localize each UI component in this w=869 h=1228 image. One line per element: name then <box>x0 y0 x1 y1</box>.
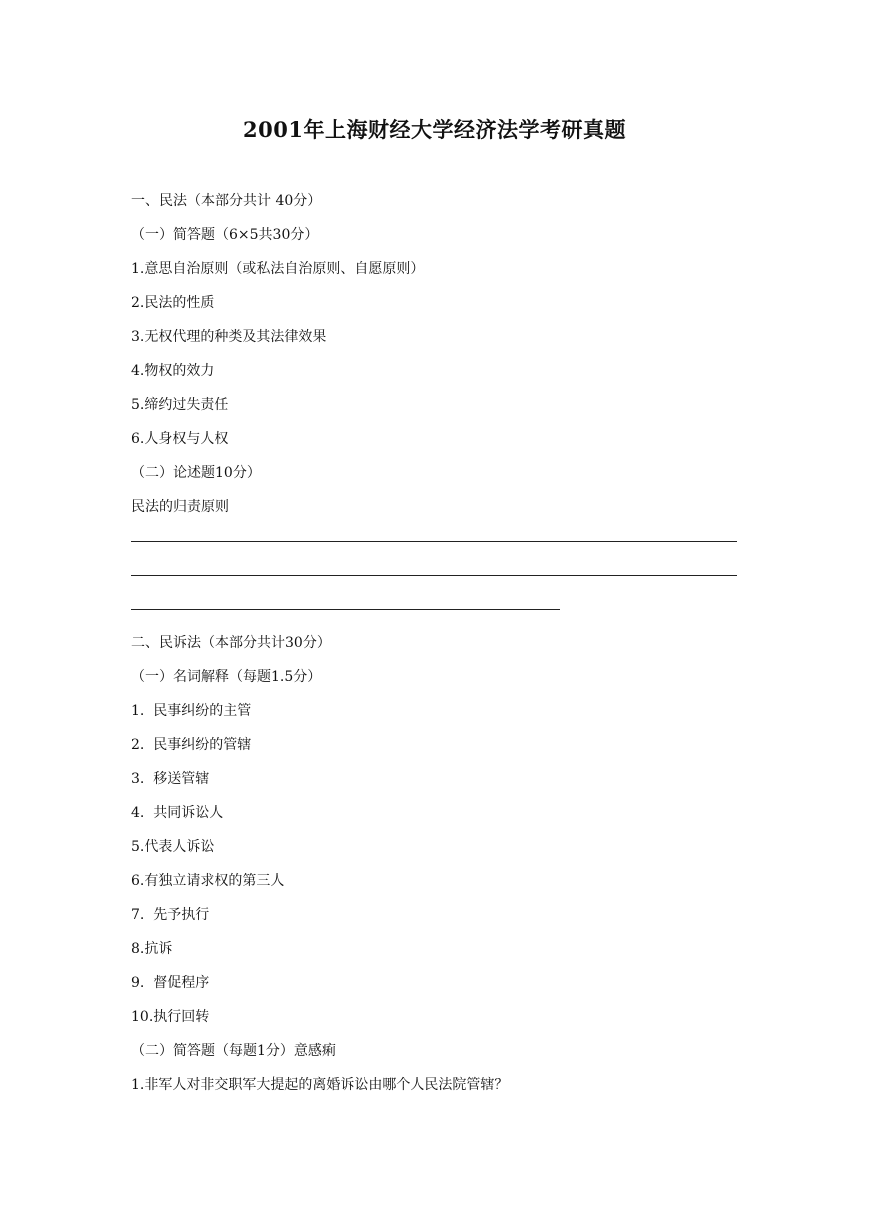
answer-line-rule <box>131 575 737 576</box>
list-item: 3. 移送管辖 <box>131 771 210 787</box>
answer-line-rule <box>131 541 737 542</box>
list-item: 10.执行回转 <box>131 1009 210 1025</box>
list-item: 1. 民事纠纷的主管 <box>131 703 252 719</box>
answer-line <box>131 531 741 565</box>
list-item: 3.无权代理的种类及其法律效果 <box>131 329 327 345</box>
section1-part2-heading: （二）论述题10分） <box>131 465 261 481</box>
section2-part1-heading: （一）名词解释（每题1.5分） <box>131 669 322 685</box>
answer-line <box>131 599 741 633</box>
list-item: 6.人身权与人权 <box>131 431 229 447</box>
list-item: 4.物权的效力 <box>131 363 215 379</box>
list-item: 5.缔约过失责任 <box>131 397 229 413</box>
section2-heading: 二、民诉法（本部分共计30分） <box>131 635 331 651</box>
section2-part2-heading: （二）简答题（每题1分）意感痢 <box>131 1043 336 1059</box>
list-item: 4. 共同诉讼人 <box>131 805 224 821</box>
document-title: 2001年上海财经大学经济法学考研真题 <box>243 117 626 142</box>
list-item: 1.意思自治原则（或私法自治原则、自愿原则） <box>131 261 425 277</box>
answer-line-rule <box>131 609 560 610</box>
list-item: 6.有独立请求权的第三人 <box>131 873 285 889</box>
list-item: 5.代表人诉讼 <box>131 839 215 855</box>
document-body <box>131 191 741 1109</box>
section1-part1-heading: （一）简答题（6×5共30分） <box>131 227 319 243</box>
section1-heading: 一、民法（本部分共计 40分） <box>131 193 322 209</box>
list-item: 2.民法的性质 <box>131 295 215 311</box>
list-item: 1.非军人对非交职军大提起的离婚诉讼由哪个人民法院管辖？ <box>131 1077 509 1093</box>
list-item: 7. 先予执行 <box>131 907 210 923</box>
list-item: 2. 民事纠纷的管辖 <box>131 737 252 753</box>
answer-line <box>131 565 741 599</box>
essay-topic: 民法的归责原则 <box>131 499 229 515</box>
list-item: 9. 督促程序 <box>131 975 210 991</box>
list-item: 8.抗诉 <box>131 941 173 957</box>
